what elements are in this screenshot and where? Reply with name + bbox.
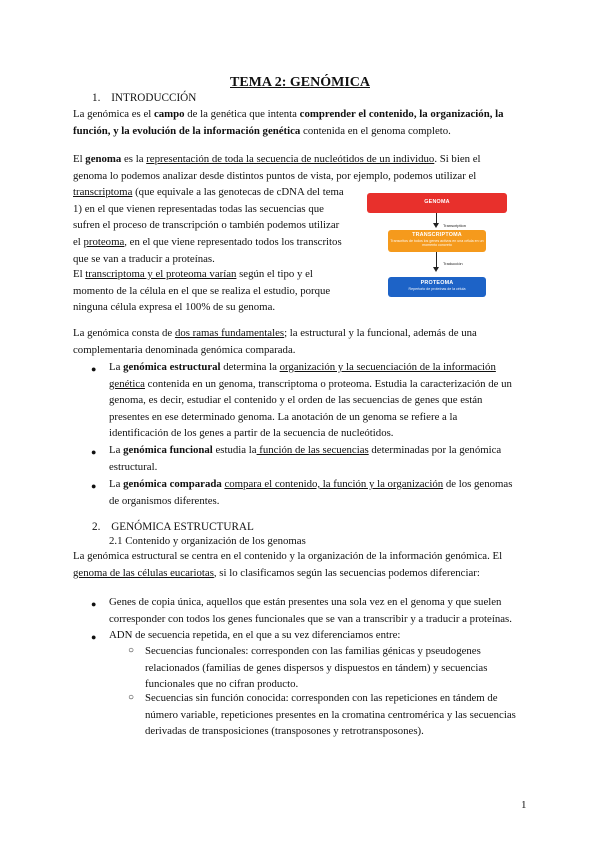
text: de la genética que intenta [184,108,300,120]
text-underlined: genoma de las células eucariotas [73,566,214,579]
subbullet-sin-funcion-line-1: Secuencias sin función conocida: corresponden con las repeticiones en tándem de [145,692,498,704]
text-bold: genoma [85,153,122,165]
text-bold: genómica estructural [123,361,221,373]
bullet-estructural-line-2 [109,376,512,393]
branches-line-2: complementaria denominada genómica comparada. [73,343,296,356]
translation-arrow-label: Traducción [443,261,463,266]
text: contenida en el genoma completo. [300,124,451,137]
subbullet-sin-funcion [145,690,516,740]
genome-flow-diagram [367,193,507,299]
text: . Si bien el [434,153,481,165]
bullet-estructural [109,359,512,442]
text-underlined: representación de toda la secuencia de nucleótidos de un individuo [146,153,435,165]
eukaryote-line-1: La genómica estructural se centra en el contenido y la organización de la información genómica. El [73,550,503,562]
intro-line-1 [73,106,504,123]
bullet-icon: ● [91,632,97,642]
bullet-copia-unica [109,594,512,627]
section-1-title: INTRODUCCIÓN [111,92,197,104]
bullet-adn-repetida [109,627,400,644]
bullet-comparada-line-2: de organismos diferentes. [109,494,220,507]
text: , si lo clasificamos según las secuencias podemos diferenciar: [213,566,480,579]
proteoma-box [388,277,486,297]
section-2-title: GENÓMICA ESTRUCTURAL [111,521,254,533]
branches-line-1 [73,325,477,342]
text: el [73,235,84,248]
text-underlined: función de las secuencias [256,444,369,456]
section-2-number: 2. [92,521,101,533]
text: La genómica consta de [73,327,175,339]
bullet-estructural-line-5: identificación de los genes a partir de la secuencia de nucleótidos. [109,427,394,440]
bullet-icon: ● [91,447,97,457]
text-underlined: transcriptoma y el proteoma varían [85,268,237,280]
proteoma-box-sublabel: Repertorio de proteínas de la célula [408,287,466,291]
text-bold: genómica comparada [123,478,222,490]
variation-paragraph [73,266,330,316]
text-bold: comprender el contenido, la organización, la [299,108,504,120]
intro-line-2 [73,123,504,140]
subsection-2-1-heading: 2.1 Contenido y organización de los genomas [109,535,306,547]
bullet-comparada-line-1 [109,476,512,493]
eukaryote-line-2 [73,565,502,582]
text-bold: genómica funcional [123,444,213,456]
text: La [109,478,124,490]
bullet-estructural-line-3: genoma, es decir, estudiar el contenido y el orden de las secuencias de genes que están [109,394,483,407]
page-number: 1 [521,799,527,811]
genoma-line-1 [73,151,543,168]
arrow-down-icon [433,267,439,272]
text: determinadas por la genómica [368,444,502,456]
text-bold: campo [153,108,185,120]
arrow-down-icon [433,223,439,228]
hollow-bullet-icon: ○ [128,645,135,656]
subbullet-sin-funcion-line-2: número variable, repeticiones presentes en la cromatina centromérica y las secuencias [145,708,516,721]
subbullet-funcionales-line-2: relacionados (familias de genes dispersos y dispuestos en tándem) y secuencias [145,661,488,674]
text-underlined: proteoma [83,235,125,248]
variation-line-3: ninguna célula expresa el 100% de su genoma. [73,301,276,314]
text: El [73,153,86,165]
bullet-comparada [109,476,512,509]
transcription-arrow-label: Transcription [443,223,466,228]
transcriptoma-box-sublabel: Transcritos de todos los genes activos en una célula en un momento concreto [390,239,484,248]
genoma-line-2: genoma lo podemos analizar desde distintos puntos de vista, por ejemplo, podemos utilizar el [73,169,477,182]
subbullet-sin-funcion-line-3: derivadas de transposiciones (transposones y retrotransposones). [145,725,424,738]
section-1-heading [92,90,196,107]
section-1-number: 1. [92,92,101,104]
text: es la [121,153,147,165]
text-underlined: compara el contenido, la función y la organización [224,478,444,490]
hollow-bullet-icon: ○ [128,692,135,703]
subbullet-funcionales-line-3: funcionales que no cifran producto. [145,678,299,691]
text: contenida en un genoma, transcriptoma o proteoma. Estudia la caracterización de un [144,377,512,390]
text-underlined: organización y la secuenciación de la información [279,361,496,373]
arrow-line [436,252,437,268]
genoma-line-7: que se van a traducir a proteínas. [73,252,215,265]
subbullet-funcionales-line-1: Secuencias funcionales: corresponden con las familias génicas y pseudogenes [145,645,481,657]
transcriptoma-box-label: TRANSCRIPTOMA [412,232,462,238]
genoma-line-5: sufren el proceso de transcripción o también podemos utilizar [73,219,340,232]
variation-line-1 [73,266,330,283]
branches-paragraph [73,325,477,358]
bullet-estructural-line-1 [109,359,512,376]
text-bold: función, y la evolución de la información genética [73,124,301,137]
text: según el tipo y el [236,268,313,280]
text-underlined: transcriptoma [73,186,133,199]
bullet-funcional-line-1 [109,442,501,459]
genoma-box [367,193,507,213]
bullet-funcional-line-2: estructural. [109,460,158,473]
bullet-funcional [109,442,501,475]
text: determina la [220,361,280,373]
bullet-icon: ● [91,599,97,609]
text: La [109,444,124,456]
text: , en el que viene representado todos los transcritos [124,235,342,248]
text: de los genomas [443,478,513,490]
bullet-copia-unica-line-1: Genes de copia única, aquellos que están presentes una sola vez en el genoma y que suelen [109,596,502,608]
proteoma-box-label: PROTEOMA [420,280,454,286]
text: La genómica es el [73,108,154,120]
transcriptoma-box [388,230,486,252]
bullet-adn-repetida-line-1: ADN de secuencia repetida, en el que a su vez diferenciamos entre: [109,629,401,641]
bullet-estructural-line-4: presentes en ese determinado genoma. La anotación de un genoma se refiere a la [109,410,458,423]
genoma-box-label: GENOMA [424,199,450,205]
eukaryote-paragraph [73,548,502,581]
text: (que equivale a las genotecas de cDNA del tema [132,186,344,199]
text: La [109,361,124,373]
variation-line-2: momento de la célula en el que se realiza el estudio, porque [73,284,331,297]
bullet-icon: ● [91,481,97,491]
intro-paragraph [73,106,504,139]
genoma-line-4: 1) en el que vienen representadas todas las secuencias que [73,202,324,215]
text-underlined: genética [109,377,145,390]
text: ; la estructural y la funcional, además de una [284,327,477,339]
text-underlined: dos ramas fundamentales [174,327,285,339]
text: El [73,268,86,280]
bullet-copia-unica-line-2: corresponder con todos los genes funcionales que se van a transcribir y a traducir a proteínas. [109,612,512,625]
bullet-icon: ● [91,364,97,374]
text: estudia la [212,444,257,456]
subbullet-funcionales [145,643,487,693]
page-title: TEMA 2: GENÓMICA [230,75,370,90]
